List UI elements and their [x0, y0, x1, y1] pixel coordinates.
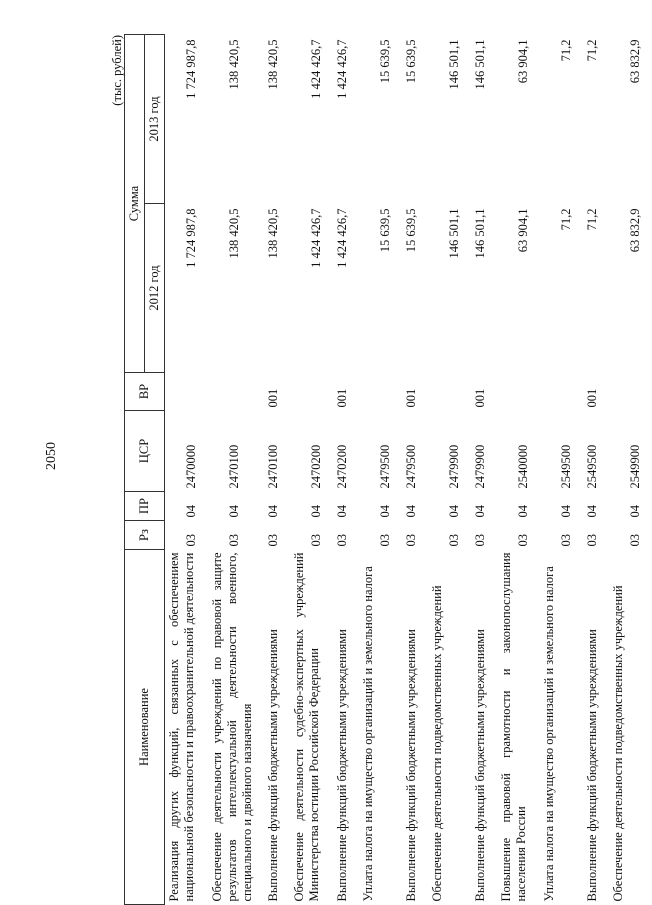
row-pr: 04	[628, 505, 642, 518]
row-rz: 03	[473, 534, 487, 547]
row-pr: 04	[404, 505, 418, 518]
row-2013: 146 501,1	[473, 39, 487, 90]
row-pr: 04	[227, 505, 241, 518]
header-vr: ВР	[125, 373, 165, 411]
row-2012: 1 724 987,8	[184, 208, 198, 268]
row-vr: 001	[266, 388, 280, 408]
row-csr: 2549500	[585, 444, 599, 489]
table-row	[290, 35, 333, 905]
row-rz: 03	[628, 534, 642, 547]
row-csr: 2470000	[184, 444, 198, 489]
row-rz: 03	[184, 534, 198, 547]
row-2013: 63 832,9	[628, 39, 642, 84]
row-pr: 04	[378, 505, 392, 518]
table-row	[264, 35, 290, 905]
table-row	[428, 35, 471, 905]
row-2012: 138 420,5	[266, 208, 280, 259]
row-vr	[290, 373, 333, 411]
row-2013: 146 501,1	[447, 39, 461, 90]
row-2012: 71,2	[559, 208, 573, 231]
row-name: Обеспечение деятельности судебно-экспертных учреждений Министерства юстиции Российской Федерации	[292, 552, 321, 902]
table-row	[609, 35, 652, 905]
row-2013: 1 424 426,7	[309, 39, 323, 99]
row-csr: 2549900	[628, 444, 642, 489]
row-rz: 03	[585, 534, 599, 547]
row-vr: 001	[335, 388, 349, 408]
table-row	[208, 35, 264, 905]
row-name: Обеспечение деятельности подведомственных учреждений	[430, 585, 444, 902]
row-name: Выполнение функций бюджетными учреждениями	[404, 629, 418, 902]
row-name: Обеспечение деятельности учреждений по правовой защите результатов интеллектуальной деятельности военного, специального и двойного назначения	[210, 552, 254, 902]
header-pr: ПР	[125, 492, 165, 521]
row-vr: 001	[473, 388, 487, 408]
row-vr	[497, 373, 540, 411]
row-rz: 03	[335, 534, 349, 547]
row-2013: 1 724 987,8	[184, 39, 198, 99]
row-rz: 03	[309, 534, 323, 547]
row-csr: 2470100	[266, 444, 280, 489]
row-csr: 2470100	[227, 444, 241, 489]
row-vr	[540, 373, 583, 411]
row-csr: 2479900	[447, 444, 461, 489]
row-rz: 03	[404, 534, 418, 547]
row-vr	[359, 373, 402, 411]
row-vr: 001	[585, 388, 599, 408]
unit-note: (тыс. рублей)	[110, 35, 124, 106]
row-rz: 03	[378, 534, 392, 547]
row-name: Выполнение функций бюджетными учреждениями	[585, 629, 599, 902]
row-csr: 2470200	[335, 444, 349, 489]
table-header	[125, 35, 165, 905]
row-vr	[165, 373, 209, 411]
table-row	[402, 35, 428, 905]
row-name: Выполнение функций бюджетными учреждениями	[266, 629, 280, 902]
row-name: Уплата налога на имущество организаций и земельного налога	[542, 566, 556, 902]
table-row	[497, 35, 540, 905]
row-csr: 2549500	[559, 444, 573, 489]
row-rz: 03	[516, 534, 530, 547]
row-2012: 1 424 426,7	[309, 208, 323, 268]
row-2013: 63 904,1	[516, 39, 530, 84]
row-name: Повышение правовой грамотности и законопослушания населения России	[499, 552, 528, 902]
header-2012: 2012 год	[145, 204, 165, 373]
row-name: Реализация других функций, связанных с обеспечением национальной безопасности и правоохранительной деятельности	[167, 552, 196, 902]
row-2012: 63 904,1	[516, 208, 530, 253]
row-2012: 15 639,5	[404, 208, 418, 253]
table-row	[165, 35, 209, 905]
row-2012: 146 501,1	[473, 208, 487, 259]
row-2013: 15 639,5	[404, 39, 418, 84]
row-2013: 138 420,5	[266, 39, 280, 90]
header-2013: 2013 год	[145, 35, 165, 204]
budget-table	[124, 34, 652, 905]
row-2012: 15 639,5	[378, 208, 392, 253]
row-pr: 04	[184, 505, 198, 518]
row-2012: 63 832,9	[628, 208, 642, 253]
header-csr: ЦСР	[125, 411, 165, 492]
row-pr: 04	[447, 505, 461, 518]
row-vr	[428, 373, 471, 411]
row-csr: 2479900	[473, 444, 487, 489]
row-csr: 2540000	[516, 444, 530, 489]
row-pr: 04	[559, 505, 573, 518]
row-rz: 03	[227, 534, 241, 547]
row-2013: 1 424 426,7	[335, 39, 349, 99]
row-2012: 138 420,5	[227, 208, 241, 259]
row-rz: 03	[559, 534, 573, 547]
row-2013: 15 639,5	[378, 39, 392, 84]
row-name: Выполнение функций бюджетными учреждениями	[473, 629, 487, 902]
header-rz: Рз	[125, 521, 165, 550]
header-name: Наименование	[125, 550, 165, 905]
table-row	[333, 35, 359, 905]
table-row	[540, 35, 583, 905]
table-row	[471, 35, 497, 905]
row-2013: 71,2	[585, 39, 599, 62]
row-pr: 04	[516, 505, 530, 518]
row-2013: 71,2	[559, 39, 573, 62]
row-2012: 71,2	[585, 208, 599, 231]
row-pr: 04	[473, 505, 487, 518]
row-pr: 04	[585, 505, 599, 518]
row-csr: 2470200	[309, 444, 323, 489]
table-row	[359, 35, 402, 905]
row-2012: 146 501,1	[447, 208, 461, 259]
row-name: Выполнение функций бюджетными учреждениями	[335, 629, 349, 902]
row-rz: 03	[266, 534, 280, 547]
row-vr	[609, 373, 652, 411]
row-rz: 03	[447, 534, 461, 547]
row-vr: 001	[404, 388, 418, 408]
row-2013: 138 420,5	[227, 39, 241, 90]
row-csr: 2479500	[404, 444, 418, 489]
header-sum: Сумма	[125, 35, 145, 373]
row-2012: 1 424 426,7	[335, 208, 349, 268]
row-vr	[208, 373, 264, 411]
row-pr: 04	[335, 505, 349, 518]
row-csr: 2479500	[378, 444, 392, 489]
row-name: Обеспечение деятельности подведомственных учреждений	[611, 585, 625, 902]
row-pr: 04	[309, 505, 323, 518]
row-pr: 04	[266, 505, 280, 518]
table-body	[165, 35, 652, 905]
table-row	[583, 35, 609, 905]
row-name: Уплата налога на имущество организаций и земельного налога	[361, 566, 375, 902]
page-number: 2050	[44, 442, 59, 470]
